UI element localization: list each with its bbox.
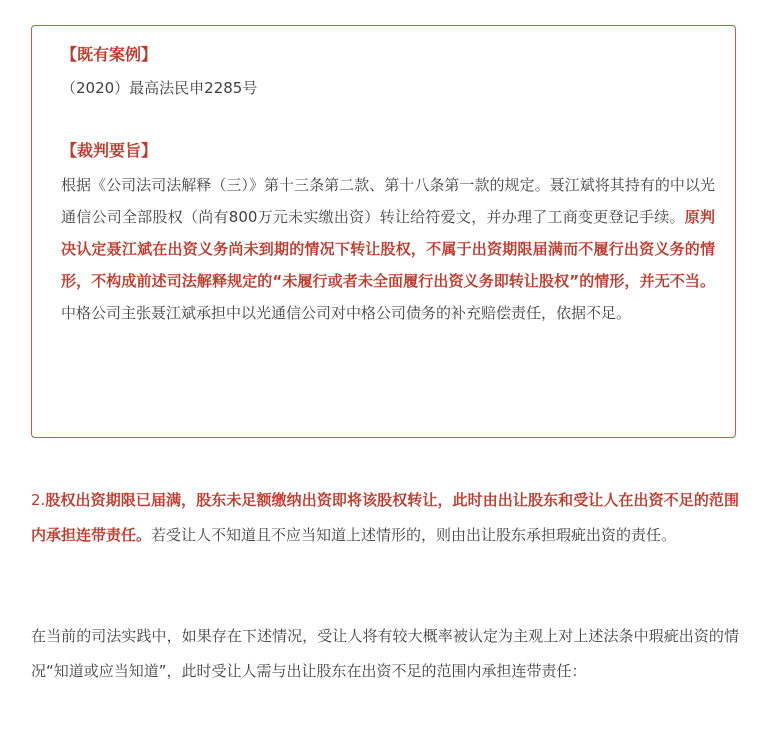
paragraph-2-bold: 股权出资期限已届满，股东未足额缴纳出资即将该股权转让，此时由出让股东和受让人在出资不足的范围内承担连带责任。 [31,491,739,544]
case-box [31,25,736,438]
paragraph-2-number: 2. [31,491,46,509]
ruling-paragraph [61,169,715,329]
existing-case-heading: 【既有案例】 [61,45,158,64]
paragraph-2 [31,483,739,553]
ruling-text-2: 中格公司主张聂江斌承担中以光通信公司对中格公司债务的补充赔偿责任，依据不足。 [61,304,632,322]
case-number: （2020）最高法民申2285号 [61,79,258,97]
paragraph-3: 在当前的司法实践中，如果存在下述情况，受让人将有较大概率被认定为主观上对上述法条中瑕疵出资的情况“知道或应当知道”，此时受让人需与出让股东在出资不足的范围内承担连带责任： [31,627,739,680]
paragraph-2-text: 若受让人不知道且不应当知道上述情形的，则由出让股东承担瑕疵出资的责任。 [151,526,677,544]
ruling-heading: 【裁判要旨】 [61,141,158,160]
ruling-text-bold: 原判决认定聂江斌在出资义务尚未到期的情况下转让股权，不属于出资期限届满而不履行出资义务的情形，不构成前述司法解释规定的“未履行或者未全面履行出资义务即转让股权”的情形，并无不当。 [61,208,715,290]
ruling-text-1: 根据《公司法司法解释（三）》第十三条第二款、第十八条第一款的规定。聂江斌将其持有的中以光通信公司全部股权（尚有800万元未实缴出资）转让给符爱文，并办理了工商变更登记手续。 [61,176,715,226]
